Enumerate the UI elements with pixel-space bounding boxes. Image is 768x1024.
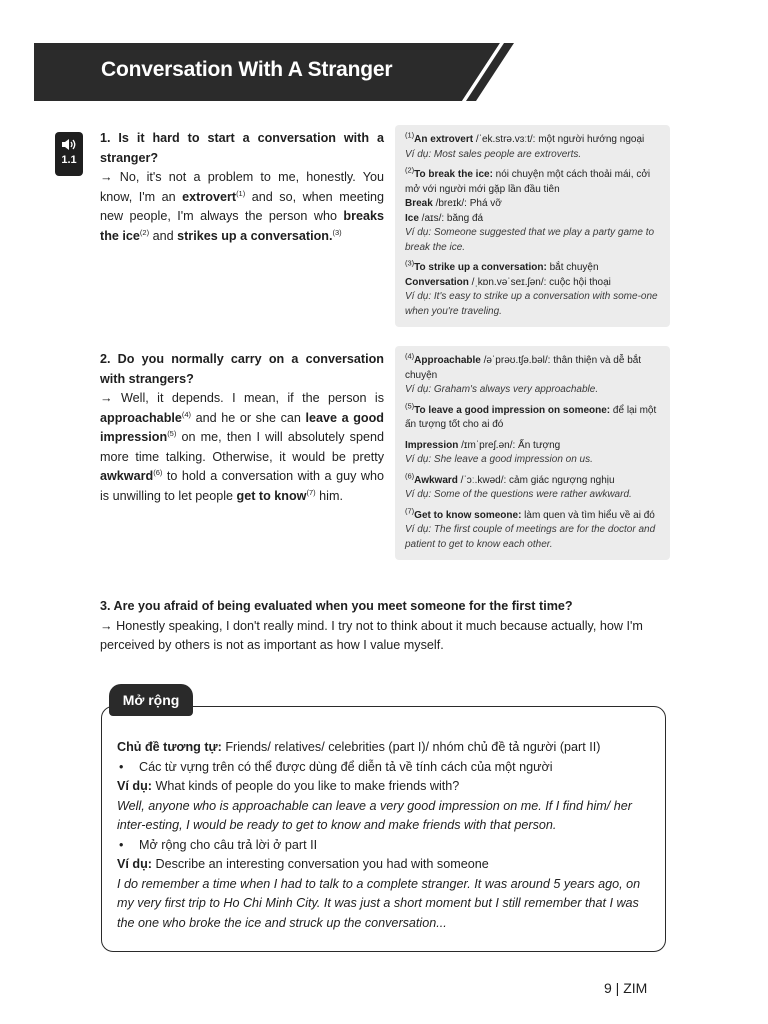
answer-1: → No, it's not a problem to me, honestly. You know, I'm an extrovert$^{(1)}$ and so, when meeting new people, I'm always the person who breaks the ice$^{(2)}$ and strikes up a conversation.$^{(3)}$ [100,170,385,243]
example-answer: I do remember a time when I had to talk to a complete stranger. It was around 5 years ago, on my very first trip to Ho Chi Minh City. It was just a short moment but I still remember that I was the one who broke the ice and struck up the conversation... [117,876,641,930]
question-3-block [100,597,670,656]
question-1: 1. Is it hard to start a conversation with a stranger? [100,131,384,165]
vocab-box-1 [395,125,670,327]
expand-tab: Mở rộng [109,684,193,716]
audio-track-badge[interactable] [55,132,83,176]
bullet-item: • Mở rộng cho câu trả lời ở part II [117,836,652,856]
vocab-entry: Impression /ɪmˈpreʃ.ən/: Ấn tượng Ví dụ: She leave a good impression on us. [405,439,593,465]
question-1-block [100,129,384,246]
question-2: 2. Do you normally carry on a conversation with strangers? [100,352,384,386]
example-question: Ví dụ: Describe an interesting conversation you had with someone [117,857,489,871]
vocab-entry: $^{(3)}$To strike up a conversation: bắt chuyện Conversation /ˌkɒn.vəˈseɪ.ʃən/: cuộc hội thoại Ví dụ: It's easy to strike up a conversation with some-one when you're traveling. [405,258,658,317]
example-answer: Well, anyone who is approachable can leave a very good impression on me. If I find him/ her inter-esting, I would be ready to get to know and make friends with that person. [117,798,632,832]
vocab-entry: $^{(2)}$To break the ice: nói chuyện một cách thoải mái, cởi mở với người mới gặp lần đầu tiên Break /breɪk/: Phá vỡ Ice /aɪs/: băng đá Ví dụ: Someone suggested that we play a party game to break the ice. [405,165,655,253]
bullet-item: • Các từ vựng trên có thể được dùng để diễn tả về tính cách của một người [117,758,652,778]
vocab-entry: $^{(7)}$Get to know someone: làm quen và tìm hiểu về ai đó Ví dụ: The first couple of meetings are for the doctor and patient to get to know each other. [405,506,656,550]
example-question: Ví dụ: What kinds of people do you like to make friends with? [117,779,460,793]
vocab-entry: $^{(5)}$To leave a good impression on someone: để lại một ấn tượng tốt cho ai đó [405,401,657,430]
track-number: 1.1 [61,154,77,166]
question-3: 3. Are you afraid of being evaluated when you meet someone for the first time? [100,599,573,613]
vocab-entry: $^{(6)}$Awkward /ˈɔː.kwəd/: cảm giác ngượng nghịu Ví dụ: Some of the questions were rather awkward. [405,471,632,500]
topic-line: Chủ đề tương tự: Friends/ relatives/ celebrities (part I)/ nhóm chủ đề tả người (part II) [117,740,601,754]
vocab-entry: $^{(1)}$An extrovert /ˈek.strə.vɜːt/: một người hướng ngoại Ví dụ: Most sales people are extroverts. [405,130,645,160]
speaker-icon [61,138,77,151]
answer-3: → Honestly speaking, I don't really mind. I try not to think about it much because actually, how I'm perceived by others is not as important as how I value myself. [100,618,643,652]
expand-content [117,738,652,933]
answer-2: → Well, it depends. I mean, if the person is approachable$^{(4)}$ and he or she can leave a good impression$^{(5)}$ on me, then I will absolutely spend more time talking. Otherwise, it would be pretty awkward$^{(6)}$ to hold a conversation with a guy who is unwilling to let people get to know$^{(7)}$ him. [100,391,384,503]
vocab-entry: $^{(4)}$Approachable /əˈprəʊ.tʃə.bəl/: thân thiện và dễ bắt chuyện Ví dụ: Graham's always very approachable. [405,351,642,395]
question-2-block [100,350,384,506]
vocab-box-2 [395,346,670,560]
page-title: Conversation With A Stranger [101,58,393,81]
page-number: 9 | ZIM [604,980,648,996]
